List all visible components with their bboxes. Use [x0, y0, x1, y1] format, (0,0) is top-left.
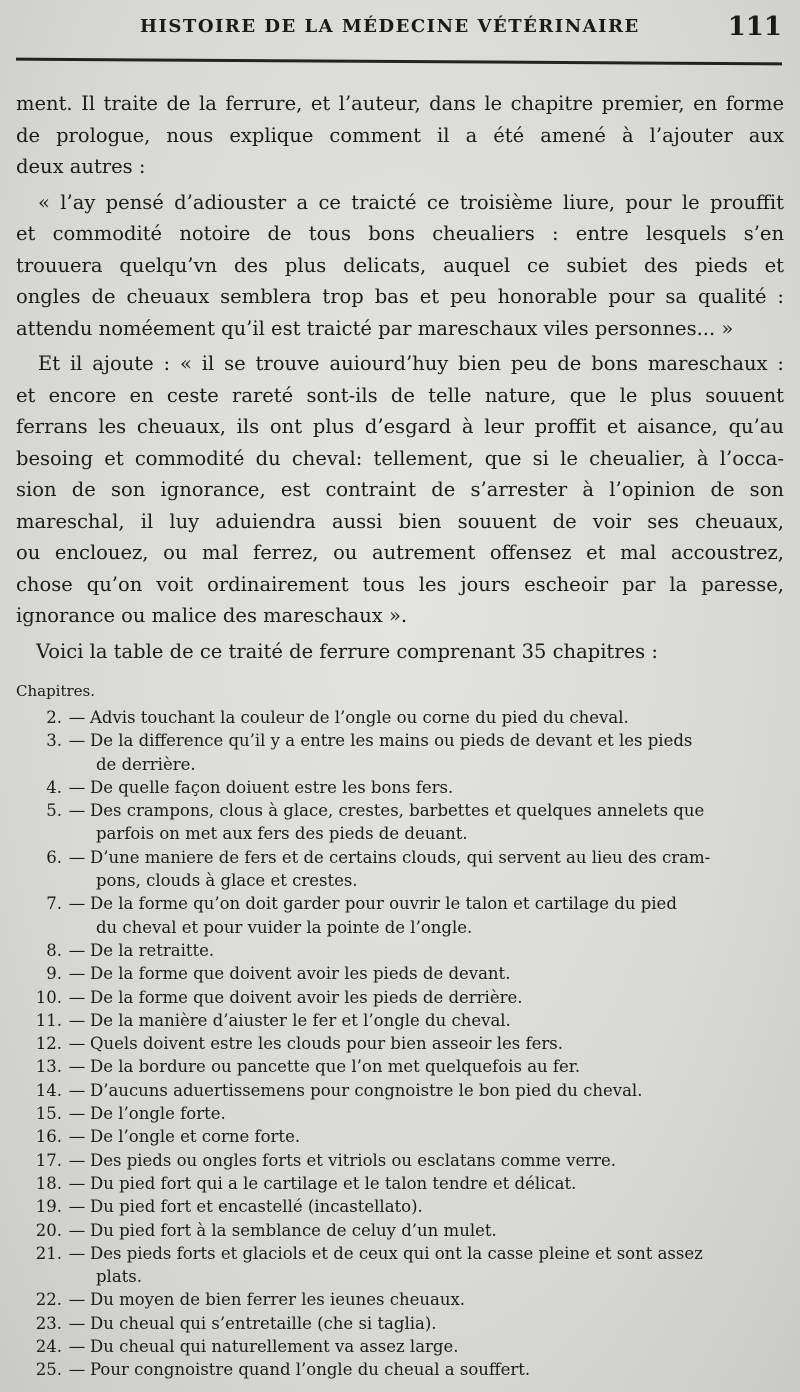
- toc-entry: [16, 1032, 784, 1055]
- toc-entry: [16, 1149, 784, 1172]
- chapter-title-continuation: du cheval et pour vuider la pointe de l’ongle.: [96, 917, 473, 937]
- chapter-title: Du pied fort et encastellé (incastellato).: [90, 1197, 423, 1217]
- chapter-dash: —: [68, 1057, 86, 1077]
- chapter-number: 11.: [35, 1010, 62, 1030]
- paragraph: [16, 187, 784, 345]
- chapter-dash: —: [68, 1290, 86, 1310]
- chapter-number: 17.: [35, 1150, 62, 1170]
- chapter-dash: —: [68, 1173, 86, 1193]
- toc-entry: [16, 1312, 784, 1335]
- chapter-dash: —: [68, 1360, 86, 1380]
- chapter-dash: —: [68, 1080, 86, 1100]
- chapter-dash: —: [68, 940, 86, 960]
- toc-entry: [16, 1358, 784, 1381]
- chapter-number: 18.: [35, 1173, 62, 1193]
- page-number: 111: [727, 12, 782, 42]
- toc-entry: [16, 706, 784, 729]
- chapter-title: De quelle façon doiuent estre les bons fers.: [90, 777, 454, 797]
- toc-row: [16, 1102, 784, 1125]
- chapter-number: 9.: [46, 964, 62, 984]
- text-line: chose qu’on voit ordinairement tous les jours escheoir par la paresse,: [16, 572, 784, 596]
- chapter-title: D’aucuns aduertissemens pour congnoistre le bon pied du cheval.: [90, 1080, 643, 1100]
- toc-row: [16, 1079, 784, 1102]
- toc-row: [16, 1009, 784, 1032]
- chapter-title-continuation: plats.: [96, 1267, 143, 1287]
- toc-entry: [16, 1242, 784, 1289]
- chapter-title: De l’ongle forte.: [90, 1104, 226, 1124]
- chapter-number: 13.: [35, 1057, 62, 1077]
- toc-row: [16, 776, 784, 799]
- toc-entry: [16, 1055, 784, 1078]
- chapter-title: De la difference qu’il y a entre les mains ou pieds de devant et les pieds: [90, 731, 693, 751]
- toc-row: [16, 846, 784, 869]
- toc-row: [16, 1288, 784, 1311]
- toc-heading: Chapitres.: [16, 682, 96, 700]
- text-line: mareschal, il luy aduiendra aussi bien souuent de voir ses cheuaux,: [16, 509, 784, 533]
- text-line: deux autres :: [16, 155, 146, 178]
- chapter-title: De la forme que doivent avoir les pieds de devant.: [90, 964, 511, 984]
- chapter-dash: —: [68, 731, 86, 751]
- chapter-dash: —: [68, 987, 86, 1007]
- chapter-title: De la retraitte.: [90, 940, 215, 960]
- toc-entries: [16, 706, 784, 1382]
- toc-row: [16, 1312, 784, 1335]
- paragraph: [16, 88, 784, 183]
- chapter-number: 20.: [35, 1220, 62, 1240]
- chapter-dash: —: [68, 1034, 86, 1054]
- chapter-number: 23.: [35, 1313, 62, 1333]
- text-line: ou enclouez, ou mal ferrez, ou autrement offensez et mal accoustrez,: [16, 541, 784, 564]
- toc-entry: [16, 962, 784, 985]
- chapter-title-continuation: de derrière.: [96, 754, 196, 774]
- text-line: ignorance ou malice des mareschaux ».: [16, 604, 408, 627]
- toc-row: [16, 1125, 784, 1148]
- toc-entry: [16, 1125, 784, 1148]
- chapter-dash: —: [68, 708, 86, 727]
- chapter-dash: —: [68, 801, 86, 821]
- chapter-number: 5.: [46, 801, 62, 821]
- paragraph: [16, 636, 784, 668]
- toc-row: [16, 986, 784, 1009]
- chapter-dash: —: [68, 1337, 86, 1357]
- chapter-title: De la forme que doivent avoir les pieds de derrière.: [90, 987, 523, 1007]
- chapter-title: Du cheual qui naturellement va assez large.: [90, 1337, 459, 1357]
- chapter-dash: —: [68, 1150, 86, 1170]
- chapter-title: Des pieds forts et glaciols et de ceux qui ont la casse pleine et sont assez: [90, 1243, 703, 1263]
- text-line: et encore en ceste rareté sont-ils de telle nature, que le plus souuent: [16, 383, 784, 407]
- chapter-title: D’une maniere de fers et de certains clouds, qui servent au lieu des cram-: [90, 847, 711, 867]
- chapter-title: De la forme qu’on doit garder pour ouvrir le talon et cartilage du pied: [90, 894, 677, 914]
- toc-row: [16, 1335, 784, 1358]
- chapter-title-continuation: pons, clouds à glace et crestes.: [96, 871, 358, 891]
- text-line: attendu noméement qu’il est traicté par mareschaux viles personnes... »: [16, 316, 734, 340]
- chapter-title: De l’ongle et corne forte.: [90, 1127, 301, 1147]
- running-title: HISTOIRE DE LA MÉDECINE VÉTÉRINAIRE: [140, 16, 640, 37]
- chapter-number: 7.: [46, 894, 62, 914]
- toc-entry: [16, 1195, 784, 1218]
- chapter-dash: —: [68, 964, 86, 984]
- chapter-title: Quels doivent estre les clouds pour bien asseoir les fers.: [90, 1034, 563, 1054]
- chapter-table: [16, 680, 784, 1382]
- toc-row: [16, 1219, 784, 1242]
- toc-entry: [16, 1079, 784, 1102]
- text-line: ongles de cheuaux semblera trop bas et peu honorable pour sa qualité :: [16, 285, 784, 308]
- chapter-dash: —: [68, 1220, 86, 1240]
- toc-entry: [16, 1009, 784, 1032]
- toc-entry: [16, 729, 784, 776]
- chapter-number: 21.: [35, 1243, 62, 1263]
- text-line: besoing et commodité du cheval: tellement, que si le cheualier, à l’occa-: [16, 446, 784, 470]
- toc-row: [16, 1195, 784, 1218]
- chapter-dash: —: [68, 777, 86, 797]
- toc-entry: [16, 1335, 784, 1358]
- chapter-dash: —: [68, 1313, 86, 1333]
- toc-row: [16, 1172, 784, 1195]
- chapter-dash: —: [68, 1010, 86, 1030]
- chapter-number: 25.: [35, 1360, 62, 1380]
- chapter-title: De la bordure ou pancette que l’on met quelquefois au fer.: [90, 1057, 581, 1077]
- chapter-number: 4.: [46, 777, 62, 797]
- chapter-title: De la manière d’aiuster le fer et l’ongle du cheval.: [90, 1010, 511, 1030]
- paragraph: [16, 348, 784, 632]
- text-line: et commodité notoire de tous bons cheualiers : entre lesquels s’en: [16, 222, 784, 245]
- toc-row: [16, 1358, 784, 1381]
- chapter-dash: —: [68, 1197, 86, 1217]
- toc-row: [16, 892, 784, 915]
- toc-entry: [16, 846, 784, 893]
- toc-row: [16, 706, 784, 729]
- chapter-number: 19.: [35, 1197, 62, 1217]
- running-head: [0, 8, 800, 48]
- chapter-title: Du moyen de bien ferrer les ieunes cheuaux.: [90, 1290, 466, 1310]
- chapter-number: 12.: [35, 1034, 62, 1054]
- toc-entry: [16, 1172, 784, 1195]
- chapter-number: 2.: [46, 708, 62, 727]
- toc-entry: [16, 1219, 784, 1242]
- chapter-title: Des crampons, clous à glace, crestes, barbettes et quelques annelets que: [90, 801, 705, 821]
- chapter-title: Du pied fort à la semblance de celuy d’un mulet.: [90, 1220, 497, 1240]
- chapter-number: 16.: [35, 1127, 62, 1147]
- chapter-number: 3.: [46, 731, 62, 751]
- text-line: trouuera quelqu’vn des plus delicats, auquel ce subiet des pieds et: [16, 253, 784, 277]
- chapter-dash: —: [68, 1127, 86, 1147]
- body-text: [16, 88, 784, 667]
- chapter-title: Des pieds ou ongles forts et vitriols ou esclatans comme verre.: [90, 1150, 617, 1170]
- toc-row: [16, 1242, 784, 1265]
- toc-row: [16, 799, 784, 822]
- text-line: Et il ajoute : « il se trouve auiourd’huy bien peu de bons mareschaux :: [38, 352, 784, 375]
- chapter-number: 15.: [35, 1104, 62, 1124]
- toc-entry: [16, 799, 784, 846]
- toc-entry: [16, 892, 784, 939]
- toc-row: [16, 1149, 784, 1172]
- chapter-number: 6.: [46, 847, 62, 867]
- chapter-title: Du pied fort qui a le cartilage et le talon tendre et délicat.: [90, 1173, 577, 1193]
- chapter-number: 22.: [35, 1290, 62, 1310]
- text-line: de prologue, nous explique comment il a été amené à l’ajouter aux: [16, 123, 784, 147]
- chapter-dash: —: [68, 1243, 86, 1263]
- chapter-title: Du cheual qui s’entretaille (che si taglia).: [90, 1313, 437, 1333]
- toc-entry: [16, 776, 784, 799]
- toc-entry: [16, 939, 784, 962]
- toc-row: [16, 729, 784, 752]
- chapter-number: 10.: [35, 987, 62, 1007]
- text-line: ment. Il traite de la ferrure, et l’auteur, dans le chapitre premier, en forme: [16, 92, 784, 115]
- toc-entry: [16, 1288, 784, 1311]
- toc-entry: [16, 986, 784, 1009]
- toc-row: [16, 962, 784, 985]
- chapter-title: Advis touchant la couleur de l’ongle ou corne du pied du cheval.: [90, 708, 629, 727]
- chapter-dash: —: [68, 894, 86, 914]
- chapter-title: Pour congnoistre quand l’ongle du cheual a souffert.: [90, 1360, 531, 1380]
- chapter-dash: —: [68, 847, 86, 867]
- toc-row: [16, 1032, 784, 1055]
- chapter-number: 14.: [35, 1080, 62, 1100]
- chapter-dash: —: [68, 1104, 86, 1124]
- header-rule: [16, 58, 782, 66]
- chapter-number: 24.: [35, 1337, 62, 1357]
- chapter-number: 8.: [46, 940, 62, 960]
- chapter-title-continuation: parfois on met aux fers des pieds de deuant.: [96, 824, 468, 844]
- text-line: Voici la table de ce traité de ferrure comprenant 35 chapitres :: [36, 639, 658, 663]
- text-line: « l’ay pensé d’adiouster a ce traicté ce troisième liure, pour le prouffit: [38, 190, 784, 214]
- toc-row: [16, 939, 784, 962]
- text-line: sion de son ignorance, est contraint de s’arrester à l’opinion de son: [16, 478, 784, 501]
- toc-row: [16, 1055, 784, 1078]
- toc-entry: [16, 1102, 784, 1125]
- text-line: ferrans les cheuaux, ils ont plus d’esgard à leur proffit et aisance, qu’au: [16, 415, 784, 438]
